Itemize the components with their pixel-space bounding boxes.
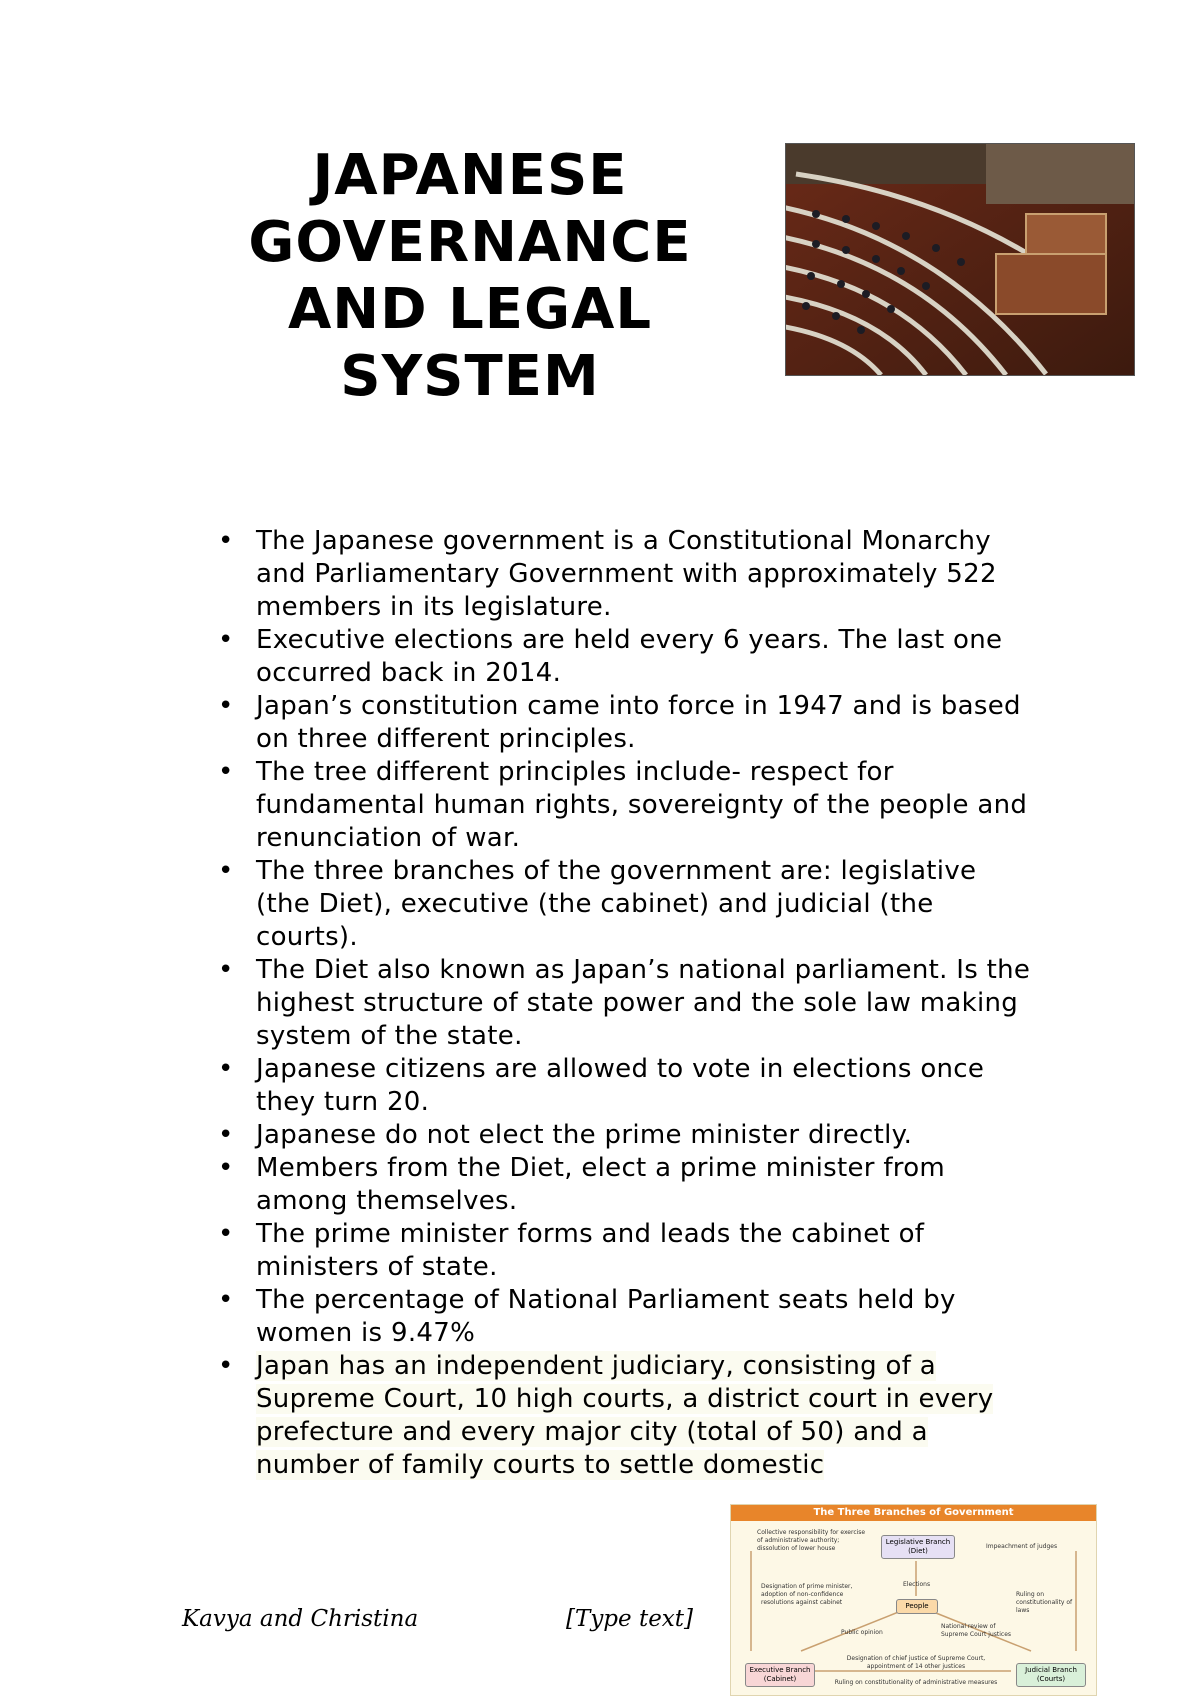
list-item: • Japan’s constitution came into force in 1947 and is based on three different principles. <box>218 690 1038 756</box>
note-ruling: Ruling on constitutionality of laws <box>1016 1591 1073 1614</box>
judicial-box: Judicial Branch (Courts) <box>1016 1663 1086 1687</box>
note-collective: Collective responsibility for exercise of administrative authority; dissolution of lower house <box>757 1529 866 1552</box>
executive-box: Executive Branch (Cabinet) <box>745 1663 815 1687</box>
branches-diagram <box>730 1504 1097 1696</box>
list-item: • The three branches of the government are: legislative (the Diet), executive (the cabinet) and judicial (the courts). <box>218 855 1038 954</box>
list-item: • Japanese citizens are allowed to vote in elections once they turn 20. <box>218 1053 1038 1119</box>
note-chief-justice: Designation of chief justice of Supreme Court, appointment of 14 other justices <box>846 1655 986 1670</box>
people-box: People <box>896 1599 938 1614</box>
document-title: JAPANESE GOVERNANCE AND LEGAL SYSTEM <box>248 143 692 409</box>
list-item: • The Diet also known as Japan’s national parliament. Is the highest structure of state power and the sole law making system of the state. <box>218 954 1038 1053</box>
note-elections: Elections <box>903 1581 931 1588</box>
parliament-photo <box>785 143 1135 376</box>
list-item: • The prime minister forms and leads the cabinet of ministers of state. <box>218 1218 1038 1284</box>
bullet-list <box>218 525 1038 1482</box>
list-item: • Japanese do not elect the prime minister directly. <box>218 1119 1038 1152</box>
list-item: • Executive elections are held every 6 years. The last one occurred back in 2014. <box>218 624 1038 690</box>
note-public-opinion: Public opinion <box>841 1629 883 1636</box>
note-review: National review of Supreme Court justices <box>941 1623 1012 1638</box>
diagram-title: The Three Branches of Government <box>731 1505 1096 1521</box>
note-ruling-admin: Ruling on constitutionality of administrative measures <box>834 1679 998 1686</box>
footer-authors: Kavya and Christina <box>182 1606 419 1632</box>
legislative-box: Legislative Branch (Diet) <box>881 1535 955 1559</box>
note-designation: Designation of prime minister, adoption of non-confidence resolutions against cabinet <box>761 1583 853 1606</box>
list-item: • The percentage of National Parliament seats held by women is 9.47% <box>218 1284 1038 1350</box>
list-item-text: Japan has an independent judiciary, consisting of a Supreme Court, 10 high courts, a district court in every prefecture and every major city (total of 50) and a number of family courts to settle domestic <box>256 1351 994 1480</box>
list-item <box>218 1350 1038 1482</box>
footer-placeholder[interactable]: [Type text] <box>566 1606 693 1632</box>
list-item: • The Japanese government is a Constitutional Monarchy and Parliamentary Government with approximately 522 members in its legislature. <box>218 525 1038 624</box>
list-item: • The tree different principles include- respect for fundamental human rights, sovereignty of the people and renunciation of war. <box>218 756 1038 855</box>
note-impeachment: Impeachment of judges <box>986 1543 1058 1550</box>
list-item: • Members from the Diet, elect a prime minister from among themselves. <box>218 1152 1038 1218</box>
